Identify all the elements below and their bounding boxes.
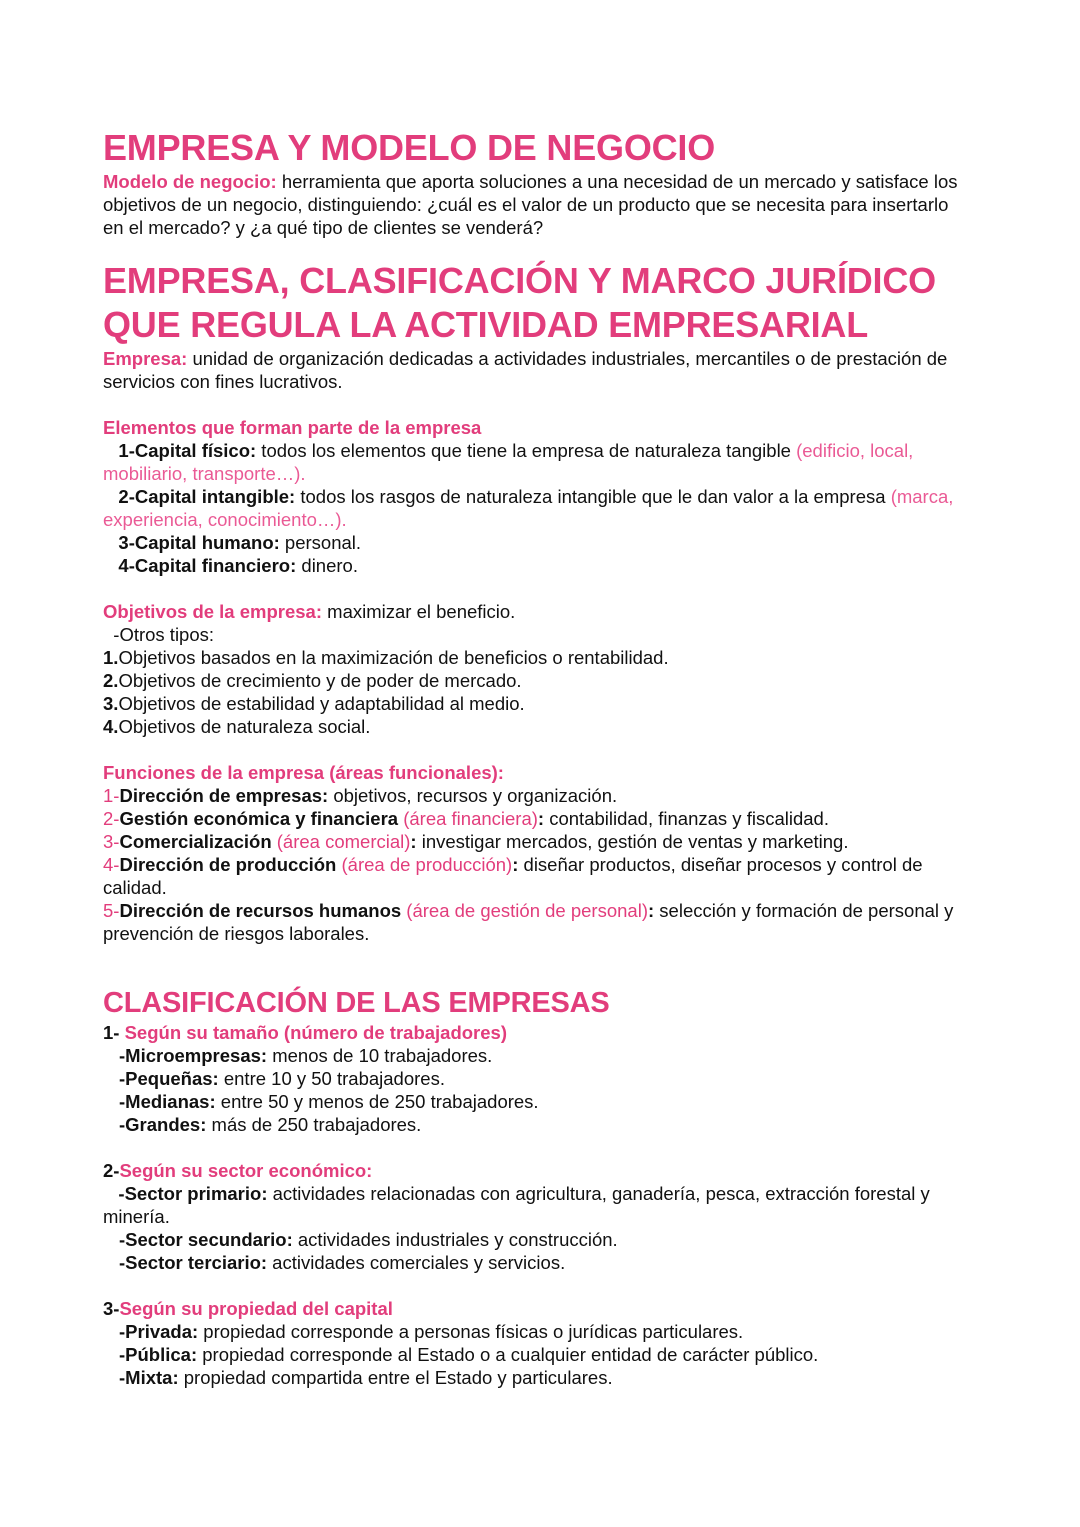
list-item: -Mixta: propiedad compartida entre el Estado y particulares. (119, 1367, 613, 1388)
list-item: -Privada: propiedad corresponde a personas físicas o jurídicas particulares. (119, 1321, 744, 1342)
list-item: 4.Objetivos de naturaleza social. (103, 716, 371, 737)
list-item: -Medianas: entre 50 y menos de 250 trabajadores. (119, 1091, 539, 1112)
list-item: -Microempresas: menos de 10 trabajadores. (119, 1045, 493, 1066)
list-item: 1-Capital físico: todos los elementos que tiene la empresa de naturaleza tangible (edificio, local, mobiliario, transporte…). (103, 440, 914, 484)
definition-modelo-negocio: Modelo de negocio: herramienta que aporta soluciones a una necesidad de un mercado y satisface los objetivos de un negocio, distinguiendo: ¿cuál es el valor de un producto que se necesita para insertarlo en el mercado? y ¿a qué tipo de clientes se venderá? (103, 171, 958, 238)
section-title-clasificacion: CLASIFICACIÓN DE LAS EMPRESAS (103, 987, 610, 1019)
list-item: 1.Objetivos basados en la maximización de beneficios o rentabilidad. (103, 647, 669, 668)
definition-empresa: Empresa: unidad de organización dedicadas a actividades industriales, mercantiles o de prestación de servicios con fines lucrativos. (103, 348, 948, 392)
list-item: 3.Objetivos de estabilidad y adaptabilidad al medio. (103, 693, 525, 714)
group-heading: 2-Según su sector económico: (103, 1160, 373, 1181)
otros-tipos-label: -Otros tipos: (113, 624, 215, 645)
heading-objetivos: Objetivos de la empresa: maximizar el beneficio. (103, 601, 516, 622)
list-item: -Sector terciario: actividades comerciales y servicios. (119, 1252, 566, 1273)
section-title-empresa-clasificacion: EMPRESA, CLASIFICACIÓN Y MARCO JURÍDICO QUE REGULA LA ACTIVIDAD EMPRESARIAL (103, 260, 936, 345)
list-item: 5-Dirección de recursos humanos (área de gestión de personal): selección y formación de personal y prevención de riesgos laborales. (103, 900, 954, 944)
list-item: -Pública: propiedad corresponde al Estado o a cualquier entidad de carácter público. (119, 1344, 819, 1365)
list-item: 2-Gestión económica y financiera (área financiera): contabilidad, finanzas y fiscalidad. (103, 808, 829, 829)
list-item: 4-Capital financiero: dinero. (118, 555, 358, 576)
list-item: 2.Objetivos de crecimiento y de poder de mercado. (103, 670, 522, 691)
term: Modelo de negocio: (103, 171, 277, 192)
list-item: -Sector secundario: actividades industriales y construcción. (119, 1229, 618, 1250)
group-heading: 3-Según su propiedad del capital (103, 1298, 393, 1319)
list-item: 3-Comercialización (área comercial): investigar mercados, gestión de ventas y marketing. (103, 831, 849, 852)
list-item: -Sector primario: actividades relacionadas con agricultura, ganadería, pesca, extracción forestal y minería. (103, 1183, 930, 1227)
document-page (103, 126, 973, 1389)
heading-funciones: Funciones de la empresa (áreas funcionales): (103, 762, 504, 783)
group-heading: 1- Según su tamaño (número de trabajadores) (103, 1022, 507, 1043)
list-item: 3-Capital humano: personal. (118, 532, 362, 553)
list-item: -Pequeñas: entre 10 y 50 trabajadores. (119, 1068, 445, 1089)
list-item: 4-Dirección de producción (área de producción): diseñar productos, diseñar procesos y control de calidad. (103, 854, 923, 898)
list-item: 1-Dirección de empresas: objetivos, recursos y organización. (103, 785, 618, 806)
list-item: -Grandes: más de 250 trabajadores. (119, 1114, 422, 1135)
heading-elementos: Elementos que forman parte de la empresa (103, 417, 482, 438)
section-title-modelo-negocio: EMPRESA Y MODELO DE NEGOCIO (103, 127, 716, 168)
list-item: 2-Capital intangible: todos los rasgos de naturaleza intangible que le dan valor a la empresa (marca, experiencia, conocimiento…). (103, 486, 954, 530)
